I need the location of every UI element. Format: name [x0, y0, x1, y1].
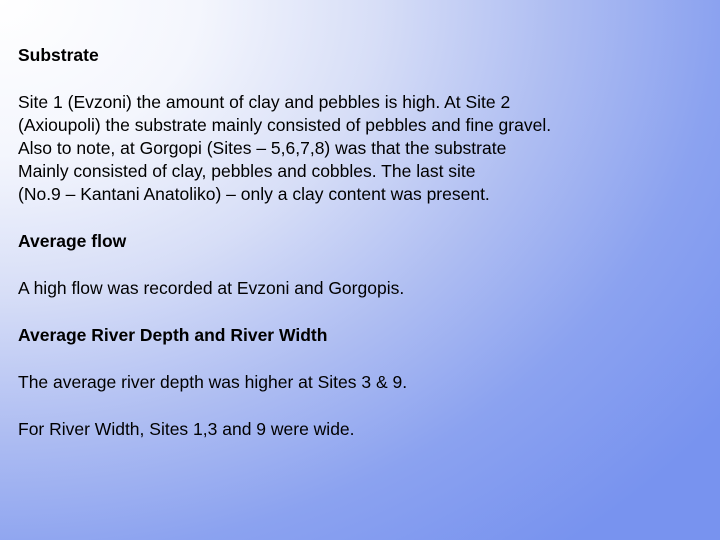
- spacer: [18, 347, 708, 371]
- spacer: [18, 300, 708, 324]
- heading-average-flow: Average flow: [18, 231, 127, 251]
- spacer: [18, 253, 708, 277]
- spacer: [18, 206, 708, 230]
- paragraph-average-flow: A high flow was recorded at Evzoni and Gorgopis.: [18, 278, 405, 298]
- paragraph-depth: The average river depth was higher at Sites 3 & 9.: [18, 372, 408, 392]
- slide-content: [18, 44, 708, 441]
- paragraph-width: For River Width, Sites 1,3 and 9 were wide.: [18, 419, 355, 439]
- heading-substrate: Substrate: [18, 45, 99, 65]
- spacer: [18, 67, 708, 91]
- heading-depth-width: Average River Depth and River Width: [18, 325, 328, 345]
- spacer: [18, 394, 708, 418]
- paragraph-substrate: Site 1 (Evzoni) the amount of clay and pebbles is high. At Site 2 (Axioupoli) the substrate mainly consisted of pebbles and fine gravel. Also to note, at Gorgopi (Sites – 5,6,7,8) was that the substrate Mainly consisted of clay, pebbles and cobbles. The last site (No.9 – Kantani Anatoliko) – only a clay content was present.: [18, 92, 552, 204]
